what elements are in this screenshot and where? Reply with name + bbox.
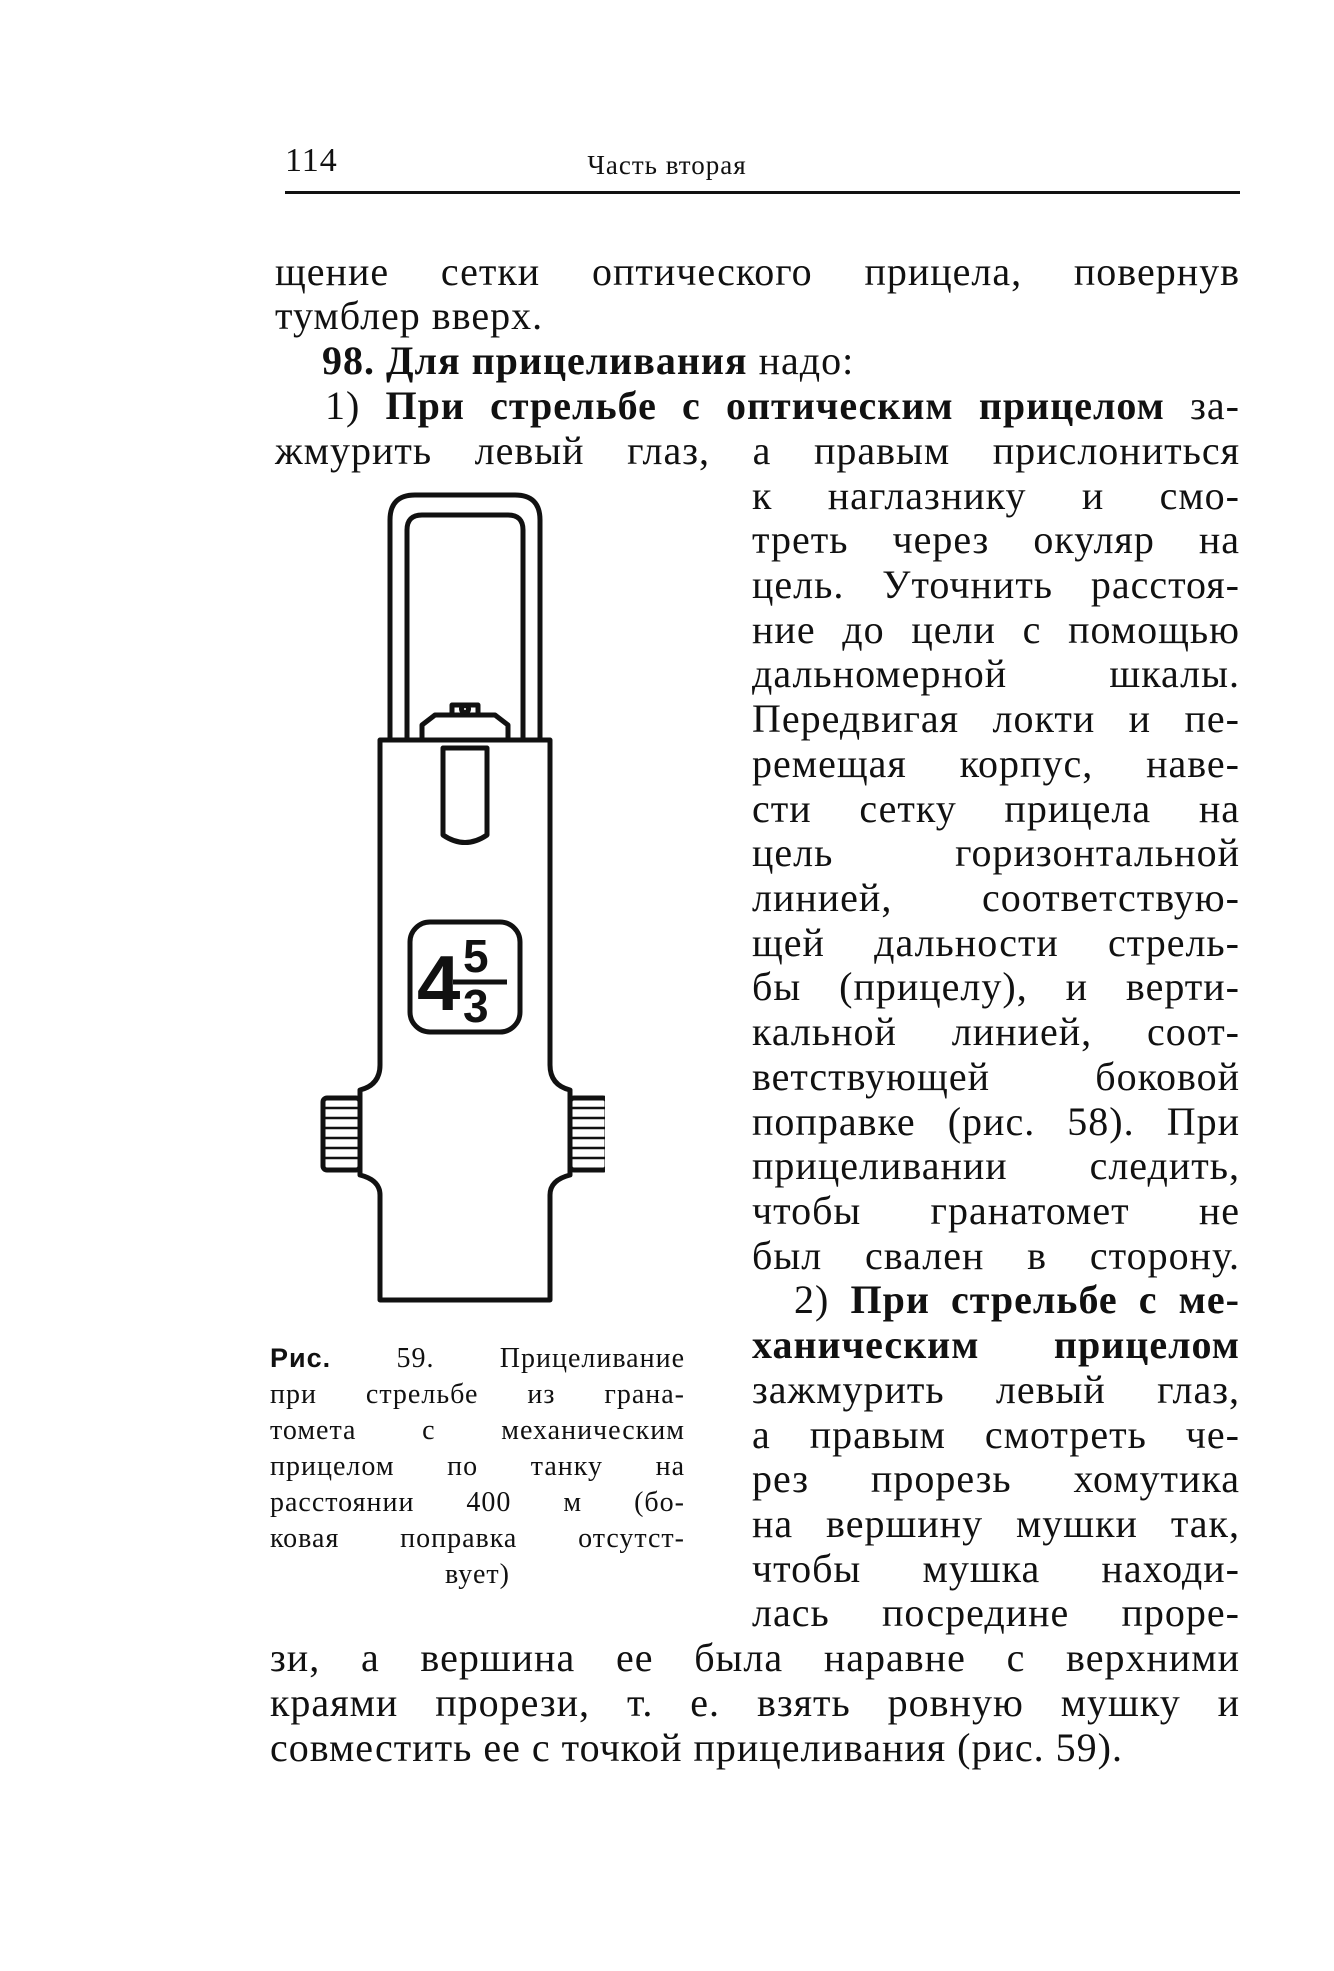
item-2-heading [794, 1278, 1240, 1322]
page-number: 114 [285, 142, 338, 179]
text-line: был свален в сторону. [752, 1233, 1240, 1278]
section-number: 98. [322, 338, 375, 383]
text-line: треть через окуляр на [752, 517, 1240, 562]
item-title: При стрельбе с оптическим прицелом [385, 383, 1165, 428]
sight-illustration [295, 490, 605, 1320]
running-head: Часть вторая [587, 150, 747, 180]
section-98-heading [322, 339, 1240, 383]
item-title-continued [752, 1323, 1240, 1367]
text-line: сти сетку прицела на [752, 786, 1240, 831]
text-line: бы (прицелу), и верти- [752, 964, 1240, 1009]
header-rule [285, 191, 1240, 194]
caption-line: вует) [445, 1559, 510, 1590]
item-number: 1) [325, 383, 361, 428]
caption-line [270, 1340, 685, 1377]
text-line: а правым смотреть че- [752, 1412, 1240, 1457]
knob-knurling [325, 1108, 605, 1158]
text-line: тумблер вверх. [275, 293, 544, 338]
section-title: Для прицеливания [386, 338, 748, 383]
text-line: рез прорезь хомутика [752, 1456, 1240, 1501]
figure-59-sight-drawing [295, 490, 605, 1320]
caption-line: ковая поправка отсутст- [270, 1523, 685, 1554]
clamp-screw [462, 706, 469, 713]
text-line: зажмурить левый глаз, [752, 1367, 1240, 1412]
item-1-heading [325, 384, 1240, 428]
text-line: ремещая корпус, наве- [752, 741, 1240, 786]
caption-line: томета с механическим [270, 1415, 685, 1446]
text-line: совместить ее с точкой прицеливания (рис. 59). [270, 1725, 1123, 1770]
text-line: ние до цели с помощью [752, 607, 1240, 652]
range-denominator: 3 [463, 980, 489, 1032]
item-title: ханическим прицелом [752, 1322, 1240, 1367]
text-line: Передвигая локти и пе- [752, 696, 1240, 741]
text-line: лась посредине проре- [752, 1590, 1240, 1635]
text-line: краями прорези, т. е. взять ровную мушку и [270, 1680, 1240, 1725]
text-line: чтобы мушка находи- [752, 1546, 1240, 1591]
text-line: на вершину мушки так, [752, 1501, 1240, 1546]
text-line: цель горизонтальной [752, 830, 1240, 875]
text-line: поправке (рис. 58). При [752, 1099, 1240, 1144]
front-sight-post [443, 748, 487, 843]
caption-label: Рис. [270, 1343, 332, 1373]
text-line: линией, соответствую- [752, 875, 1240, 920]
caption-line: прицелом по танку на [270, 1451, 685, 1482]
clamp [422, 715, 508, 740]
range-digit-main: 4 [417, 939, 461, 1027]
item-number: 2) [794, 1277, 830, 1322]
caption-line: расстоянии 400 м (бо- [270, 1487, 685, 1518]
text-line: цель. Уточнить расстоя- [752, 562, 1240, 607]
caption-line: при стрельбе из грана- [270, 1379, 685, 1410]
item-title: При стрельбе с ме- [850, 1277, 1240, 1322]
text-line: ветствующей боковой [752, 1054, 1240, 1099]
text-line: к наглазнику и смо- [752, 473, 1240, 518]
section-title-rest: надо: [758, 338, 855, 383]
text-line: жмурить левый глаз, а правым прислониться [275, 428, 1240, 473]
range-numerator: 5 [463, 930, 489, 982]
figure-caption [270, 1340, 685, 1593]
caption-text: 59. Прицеливание [396, 1343, 685, 1374]
text-line: щение сетки оптического прицела, повернув [275, 249, 1240, 294]
text-line: чтобы гранатомет не [752, 1188, 1240, 1233]
text-line: прицеливании следить, [752, 1143, 1240, 1188]
text-line: кальной линией, соот- [752, 1009, 1240, 1054]
item-title-rest: за- [1190, 383, 1240, 428]
text-line: щей дальности стрель- [752, 920, 1240, 965]
text-line: дальномерной шкалы. [752, 651, 1240, 696]
text-line: зи, а вершина ее была наравне с верхними [270, 1635, 1240, 1680]
